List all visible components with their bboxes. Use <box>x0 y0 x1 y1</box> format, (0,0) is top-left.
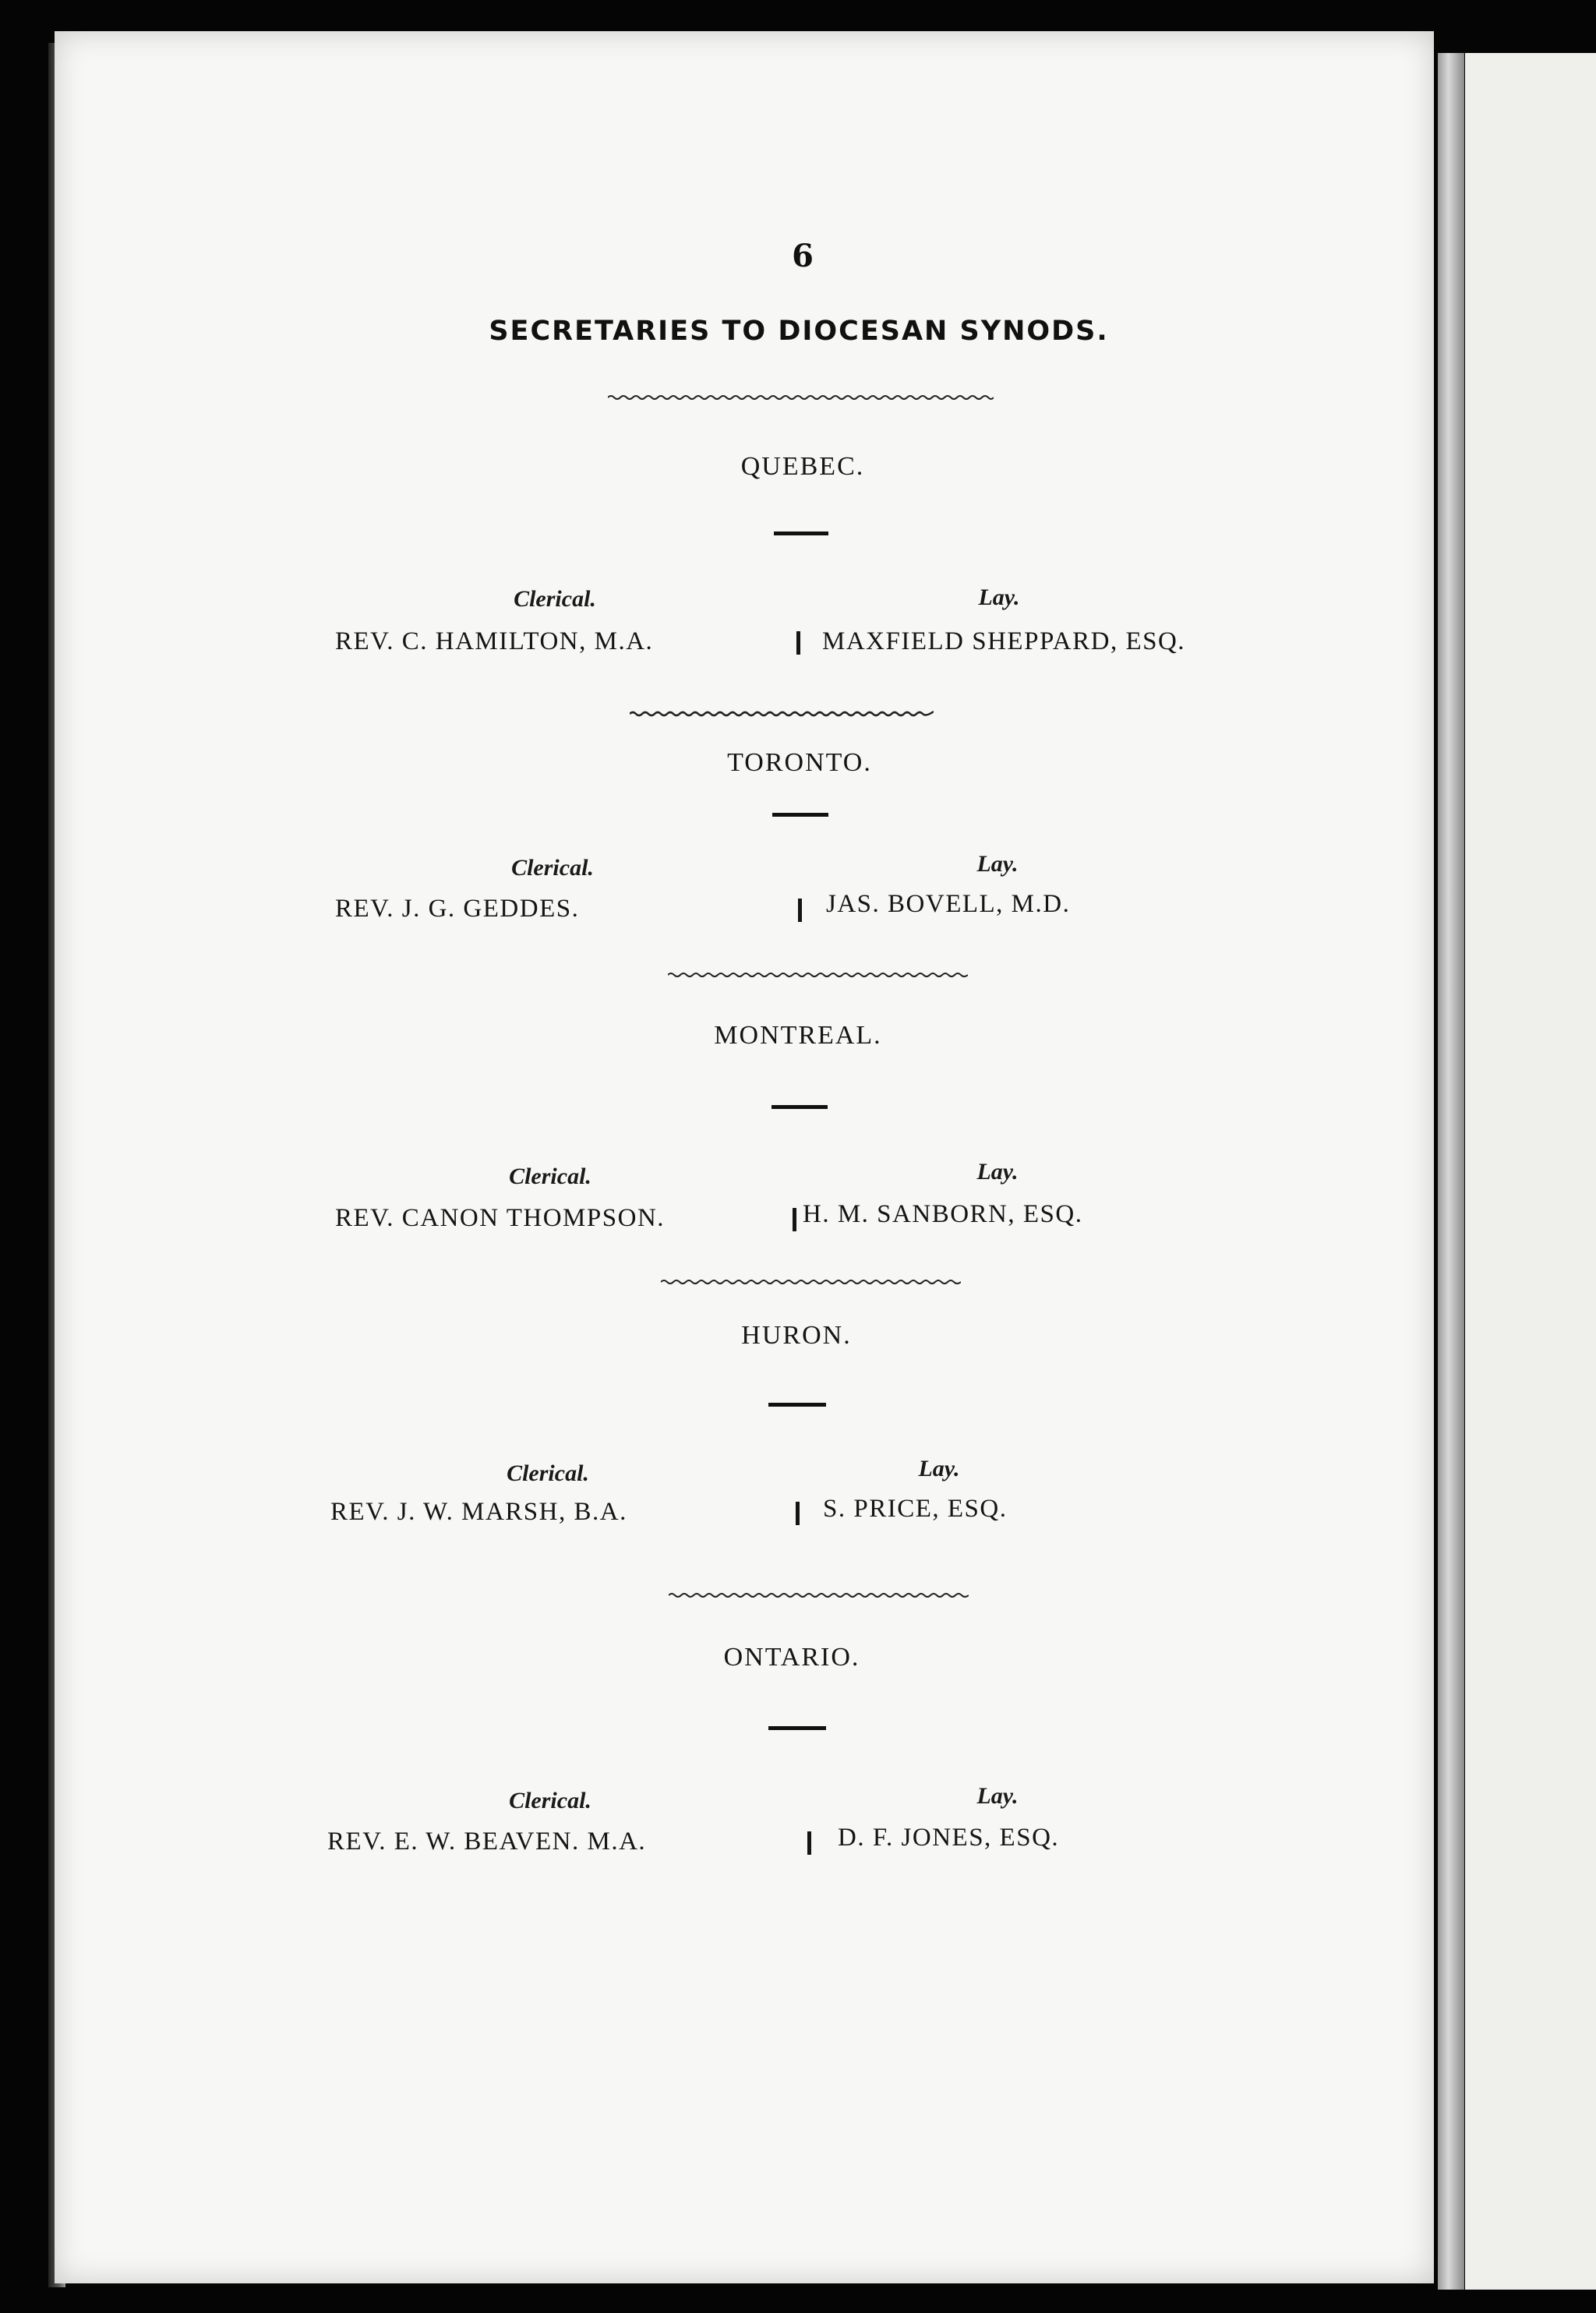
section-heading-ontario: ONTARIO. <box>723 1643 860 1672</box>
column-divider <box>807 1831 811 1855</box>
section-heading-quebec: QUEBEC. <box>740 452 865 481</box>
lay-secretary-quebec: MAXFIELD SHEPPARD, ESQ. <box>822 627 1186 655</box>
lay-label: Lay. <box>976 1783 1019 1809</box>
short-rule <box>774 531 828 535</box>
clerical-label: Clerical. <box>511 855 594 881</box>
wavy-rule <box>661 1278 961 1286</box>
page-title: SECRETARIES TO DIOCESAN SYNODS. <box>489 316 1109 347</box>
section-heading-montreal: MONTREAL. <box>714 1021 882 1050</box>
lay-label: Lay. <box>918 1456 960 1481</box>
lay-secretary-ontario: D. F. JONES, ESQ. <box>838 1824 1060 1852</box>
clerical-label: Clerical. <box>507 1460 589 1486</box>
wavy-rule <box>608 394 994 401</box>
clerical-secretary-ontario: REV. E. W. BEAVEN. M.A. <box>327 1827 647 1856</box>
short-rule <box>772 1105 828 1109</box>
lay-secretary-montreal: H. M. SANBORN, ESQ. <box>803 1200 1083 1228</box>
column-divider <box>796 631 800 655</box>
wavy-rule <box>668 971 968 979</box>
clerical-label: Clerical. <box>509 1164 591 1189</box>
wavy-rule <box>669 1591 969 1599</box>
clerical-label: Clerical. <box>509 1788 591 1813</box>
clerical-secretary-huron: REV. J. W. MARSH, B.A. <box>330 1498 627 1526</box>
column-divider <box>793 1208 796 1231</box>
lay-label: Lay. <box>976 1159 1019 1185</box>
lay-secretary-huron: S. PRICE, ESQ. <box>823 1495 1008 1523</box>
clerical-secretary-montreal: REV. CANON THOMPSON. <box>335 1204 666 1232</box>
clerical-secretary-quebec: REV. C. HAMILTON, M.A. <box>335 627 654 655</box>
column-divider <box>796 1502 800 1525</box>
short-rule <box>768 1403 826 1407</box>
lay-label: Lay. <box>978 584 1020 610</box>
short-rule <box>772 813 828 817</box>
section-heading-huron: HURON. <box>741 1321 852 1350</box>
lay-secretary-toronto: JAS. BOVELL, M.D. <box>826 890 1071 918</box>
lay-label: Lay. <box>976 851 1019 877</box>
page-number: 6 <box>792 238 814 274</box>
short-rule <box>768 1726 826 1730</box>
column-divider <box>798 899 802 922</box>
clerical-label: Clerical. <box>514 586 596 612</box>
clerical-secretary-toronto: REV. J. G. GEDDES. <box>335 895 580 923</box>
wavy-rule <box>630 709 934 717</box>
section-heading-toronto: TORONTO. <box>727 748 872 777</box>
